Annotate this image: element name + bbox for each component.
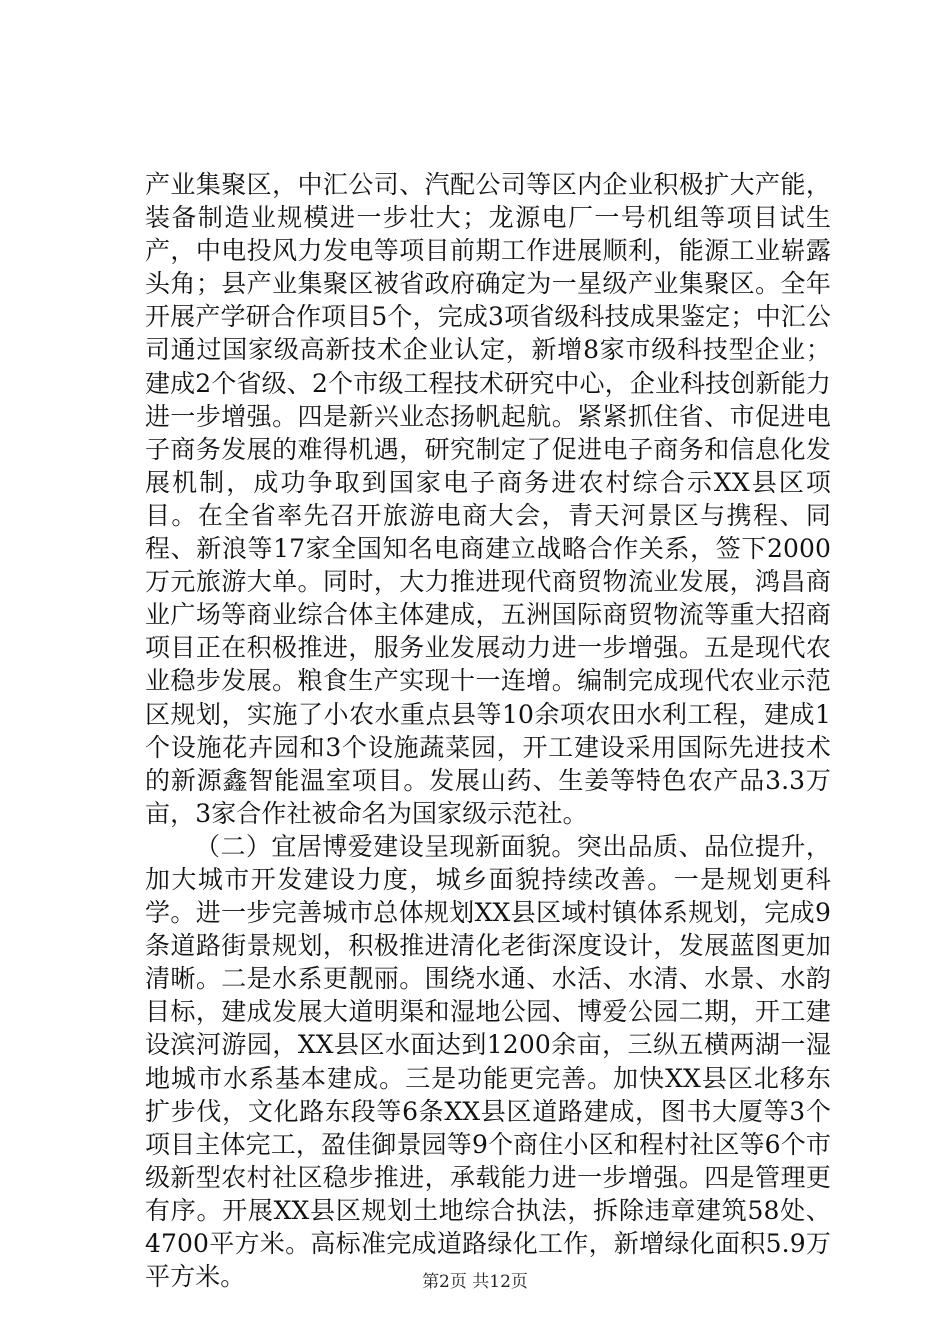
document-body <box>145 168 831 1293</box>
page-number: 第2页 共12页 <box>422 1272 528 1292</box>
paragraph-section-two: （二）宜居博爱建设呈现新面貌。突出品质、品位提升，加大城市开发建设力度，城乡面貌持续改善。一是规划更科学。进一步完善城市总体规划XX县区域村镇体系规划，完成9条道路街景规划，积极推进清化老街深度设计，发展蓝图更加清晰。二是水系更靓丽。围绕水通、水活、水清、水景、水韵目标，建成发展大道明渠和湿地公园、博爱公园二期，开工建设滨河游园，XX县区水面达到1200余亩，三纵五横两湖一湿地城市水系基本建成。三是功能更完善。加快XX县区北移东扩步伐，文化路东段等6条XX县区道路建成，图书大厦等3个项目主体完工，盈佳御景园等9个商住小区和程村社区等6个市级新型农村社区稳步推进，承载能力进一步增强。四是管理更有序。开展XX县区规划土地综合执法，拆除违章建筑58处、4700平方米。高标准完成道路绿化工作，新增绿化面积5.9万平方米。 <box>145 831 831 1292</box>
paragraph-continued: 产业集聚区，中汇公司、汽配公司等区内企业积极扩大产能，装备制造业规模进一步壮大；龙源电厂一号机组等项目试生产，中电投风力发电等项目前期工作进展顺利，能源工业崭露头角；县产业集聚区被省政府确定为一星级产业集聚区。全年开展产学研合作项目5个，完成3项省级科技成果鉴定；中汇公司通过国家级高新技术企业认定，新增8家市级科技型企业；建成2个省级、2个市级工程技术研究中心，企业科技创新能力进一步增强。四是新兴业态扬帆起航。紧紧抓住省、市促进电子商务发展的难得机遇，研究制定了促进电子商务和信息化发展机制，成功争取到国家电子商务进农村综合示XX县区项目。在全省率先召开旅游电商大会，青天河景区与携程、同程、新浪等17家全国知名电商建立战略合作关系，签下2000万元旅游大单。同时，大力推进现代商贸物流业发展，鸿昌商业广场等商业综合体主体建成，五洲国际商贸物流等重大招商项目正在积极推进，服务业发展动力进一步增强。五是现代农业稳步发展。粮食生产实现十一连增。编制完成现代农业示范区规划，实施了小农水重点县等10余项农田水利工程，建成1个设施花卉园和3个设施蔬菜园，开工建设采用国际先进技术的新源鑫智能温室项目。发展山药、生姜等特色农产品3.3万亩，3家合作社被命名为国家级示范社。 <box>145 170 831 828</box>
page-footer <box>0 1267 950 1292</box>
